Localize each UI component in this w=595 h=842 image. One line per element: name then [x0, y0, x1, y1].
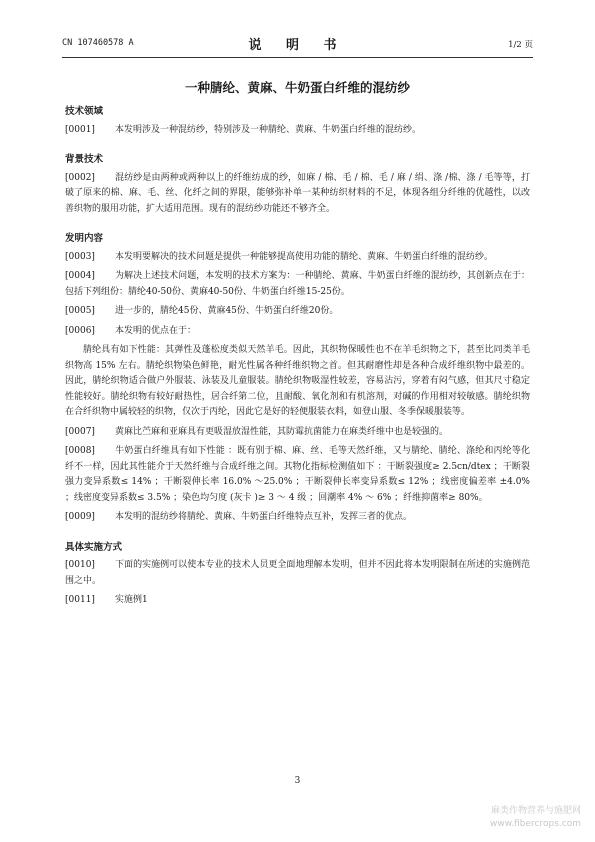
- watermark: [490, 805, 581, 831]
- paragraph-text: 进一步的，腈纶45份、黄麻45份、牛奶蛋白纤维20份。: [115, 306, 339, 316]
- paragraph-0003: [65, 250, 530, 266]
- paragraph-0004: [65, 269, 530, 300]
- paragraph-number: [0004]: [65, 271, 95, 281]
- paragraph-number: [0011]: [65, 595, 95, 605]
- paragraph-0009: [65, 510, 530, 526]
- paragraph-0001: [65, 123, 530, 139]
- paragraph-number: [0009]: [65, 512, 95, 522]
- page-number: 3: [294, 776, 301, 786]
- paragraph-0007: [65, 425, 530, 441]
- section-heading-tech-field: 技术领域: [65, 106, 104, 117]
- header-divider: [62, 57, 533, 58]
- paragraph-0002: [65, 171, 530, 218]
- paragraph-0005: [65, 304, 530, 320]
- paragraph-0010: [65, 558, 530, 589]
- publication-number: CN 107460578 A: [62, 38, 134, 48]
- page-ratio: 1/2 页: [508, 40, 533, 50]
- paragraph-text: 下面的实施例可以使本专业的技术人员更全面地理解本发明，但并不因此将本发明限制在所述的实施例范围之中。: [65, 560, 530, 586]
- paragraph-0006-body: 腈纶具有如下性能：其弹性及蓬松度类似天然羊毛。因此，其织物保暖性也不在羊毛织物之下，甚至比同类羊毛织物高 15% 左右。腈纶织物染色鲜艳，耐光性属各种纤维织物之首。但其耐磨性却是各种合成纤维织物中最差的。因此，腈纶织物适合做户外服装、泳装及儿童服装。腈纶织物吸湿性较差，容易沾污，穿着有闷气感，但其尺寸稳定性能较好。腈纶织物有较好耐热性，居合纤第二位，且耐酸、氧化剂和有机溶剂，对碱的作用相对较敏感。腈纶织物在合纤织物中属较轻的织物，仅次于丙纶，因此它是好的轻便服装衣料，如登山服、冬季保暖服装等。: [65, 345, 530, 417]
- paragraph-number: [0003]: [65, 251, 95, 262]
- paragraph-text: 本发明要解决的技术问题是提供一种能够提高使用功能的腈纶、黄麻、牛奶蛋白纤维的混纺纱。: [115, 251, 494, 262]
- paragraph-number: [0007]: [65, 426, 95, 437]
- document-body: [65, 104, 530, 613]
- paragraph-text: 为解决上述技术问题，本发明的技术方案为：一种腈纶、黄麻、牛奶蛋白纤维的混纺纱，其创新点在于：包括下列组份：腈纶40-50份、黄麻40-50份、牛奶蛋白纤维15-25份。: [65, 271, 530, 297]
- paragraph-0011: [65, 593, 530, 609]
- paragraph-number: [0010]: [65, 560, 95, 570]
- paragraph-number: [0008]: [65, 446, 95, 456]
- watermark-url: www.fibercrops.com: [490, 819, 581, 829]
- paragraph-text: 牛奶蛋白纤维具有如下性能 ：既有别于棉、麻、丝、毛等天然纤维，又与腈纶、腈纶、涤纶和丙纶等化纤不一样，因此其性能介于天然纤维与合成纤维之间。其物化指标检测值如下 ：干断裂强度≥ 2.5cn/dtex ；干断裂强力变异系数≤ 14% ；干断裂伸长率 16.0% ～25.0% ；干断裂伸长率变异系数≤ 12% ；线密度偏差率 ±4.0% ；线密度变异系数≤ 3.5% ；染色均匀度 (灰卡 )≥ 3 ～ 4 级 ；回潮率 4% ～ 6% ；纤维抑菌率≥ 80%。: [65, 446, 530, 503]
- paragraph-number: [0006]: [65, 325, 95, 336]
- paragraph-text: 黄麻比苎麻和亚麻具有更吸湿放湿性能，其防霉抗菌能力在麻类纤维中也是较强的。: [115, 426, 449, 437]
- section-heading-embodiment: 具体实施方式: [65, 541, 123, 553]
- paragraph-text: 本发明涉及一种混纺纱，特别涉及一种腈纶、黄麻、牛奶蛋白纤维的混纺纱。: [115, 124, 422, 135]
- section-heading-invention: 发明内容: [65, 233, 104, 244]
- section-heading-background: 背景技术: [65, 154, 104, 165]
- paragraph-text: 本发明的优点在于：: [115, 325, 197, 336]
- paragraph-number: [0001]: [65, 124, 95, 135]
- paragraph-0008: [65, 444, 530, 506]
- document-title: 一种腈纶、黄麻、牛奶蛋白纤维的混纺纱: [184, 80, 410, 95]
- paragraph-number: [0005]: [65, 306, 95, 316]
- document-type: 说 明 书: [248, 38, 347, 53]
- document-header: [62, 36, 533, 54]
- paragraph-text: 混纺纱是由两种或两种以上的纤维纺成的纱，如麻 / 棉、毛 / 棉、毛 / 麻 / 绢、涤 /棉、涤 / 毛等等，打破了原来的棉、麻、毛、丝、化纤之间的界限，能够弥补单一某种纺织材料的不足，体现各组分纤维的优越性，以改善织物的服用功能，扩大适用范围。现有的混纺纱功能还不够齐全。: [65, 172, 530, 214]
- paragraph-number: [0002]: [65, 172, 95, 183]
- paragraph-text: 本发明的混纺纱将腈纶、黄麻、牛奶蛋白纤维特点互补，发挥三者的优点。: [115, 512, 413, 522]
- paragraph-text: 实施例1: [115, 595, 148, 605]
- paragraph-0006: [65, 324, 530, 340]
- watermark-title: 麻类作物营养与施肥网: [490, 806, 581, 816]
